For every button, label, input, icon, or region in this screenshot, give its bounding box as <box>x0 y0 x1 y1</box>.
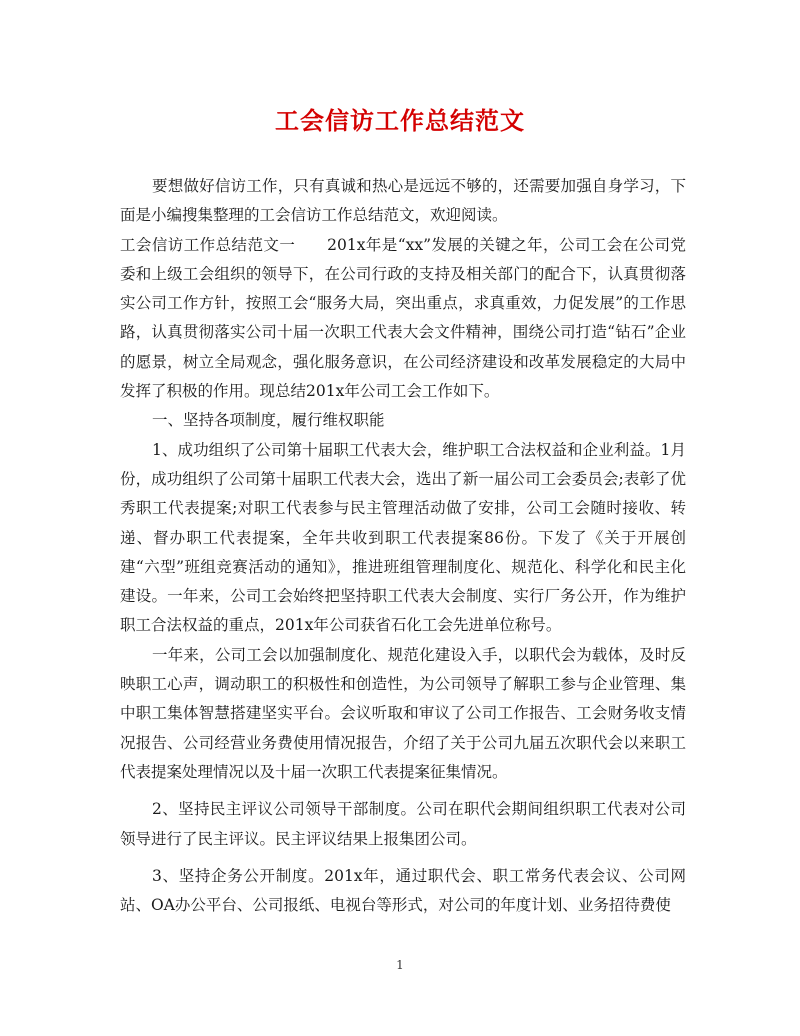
section-one-paragraph: 工会信访工作总结范文一 201x年是“xx”发展的关键之年，公司工会在公司党委和上级工会组织的领导下，在公司行政的支持及相关部门的配合下，认真贯彻落实公司工作方针，按照工会“服务大局，突出重点，求真重效，力促发展”的工作思路，认真贯彻落实公司十届一次职工代表大会文件精神，围绕公司打造“钻石”企业的愿景，树立全局观念，强化服务意识，在公司经济建设和改革发展稳定的大局中发挥了积极的作用。现总结201x年公司工会工作如下。 <box>120 235 686 401</box>
page-title: 工会信访工作总结范文 <box>275 106 525 135</box>
item-two-paragraph: 2、坚持民主评议公司领导干部制度。公司在职代会期间组织职工代表对公司领导进行了民主评议。民主评议结果上报集团公司。 <box>120 800 686 848</box>
page-number: 1 <box>396 958 404 972</box>
heading-paragraph: 一、坚持各项制度，履行维权职能 <box>152 411 385 430</box>
document-body <box>120 172 686 920</box>
item-three-paragraph: 3、坚持企务公开制度。201x年，通过职代会、职工常务代表会议、公司网站、OA办公平台、公司报纸、电视台等形式，对公司的年度计划、业务招待费使 <box>120 866 686 915</box>
item-one-paragraph: 1、成功组织了公司第十届职工代表大会，维护职工合法权益和企业利益。1月份，成功组织了公司第十届职工代表大会，选出了新一届公司工会委员会;表彰了优秀职工代表提案;对职工代表参与民主管理活动做了安排，公司工会随时接收、转递、督办职工代表提案，全年共收到职工代表提案86份。下发了《关于开展创建“六型”班组竞赛活动的通知》，推进班组管理制度化、规范化、科学化和民主化建设。一年来，公司工会始终把坚持职工代表大会制度、实行厂务公开，作为维护职工合法权益的重点，201x年公司获省石化工会先进单位称号。 <box>120 440 686 635</box>
body-paragraph: 一年来，公司工会以加强制度化、规范化建设入手，以职代会为载体，及时反映职工心声，调动职工的积极性和创造性，为公司领导了解职工参与企业管理、集中职工集体智慧搭建坚实平台。会议听取和审议了公司工作报告、工会财务收支情况报告、公司经营业务费使用情况报告，介绍了关于公司九届五次职代会以来职工代表提案处理情况以及十届一次职工代表提案征集情况。 <box>120 645 686 781</box>
intro-paragraph: 要想做好信访工作，只有真诚和热心是远远不够的，还需要加强自身学习，下面是小编搜集整理的工会信访工作总结范文，欢迎阅读。 <box>120 177 686 225</box>
